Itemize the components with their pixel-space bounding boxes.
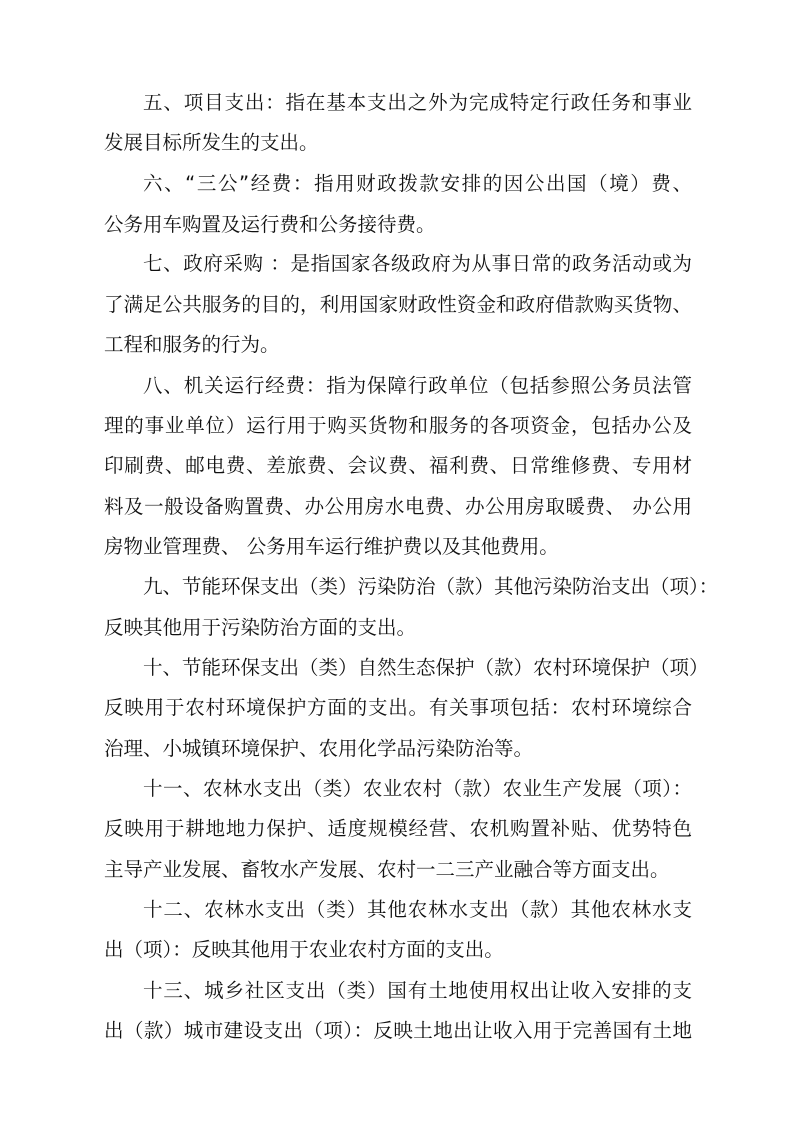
text-line: 出（项）：反映其他用于农业农村方面的支出。 xyxy=(104,938,504,961)
text-line: 出（款）城市建设支出（项）：反映土地出让收入用于完善国有土地 xyxy=(104,1019,692,1042)
text-line: 料及一般设备购置费、办公用房水电费、办公用房取暖费、 办公用 xyxy=(104,495,692,518)
text-line: 公务用车购置及运行费和公务接待费。 xyxy=(104,213,436,236)
text-line: 主导产业发展、畜牧水产发展、农村一二三产业融合等方面支出。 xyxy=(104,858,670,881)
text-line: 七、政府采购 ：是指国家各级政府为从事日常的政务活动或为 xyxy=(143,252,692,275)
text-line: 反映用于耕地地力保护、适度规模经营、农机购置补贴、优势特色 xyxy=(104,817,692,840)
text-line: 发展目标所发生的支出。 xyxy=(104,131,319,154)
text-line: 十、节能环保支出（类）自然生态保护（款）农村环境保护（项） xyxy=(143,656,709,679)
text-line: 八、机关运行经费：指为保障行政单位（包括参照公务员法管 xyxy=(143,374,692,397)
text-line: 治理、小城镇环境保护、农用化学品污染防治等。 xyxy=(104,737,534,760)
text-line: 反映其他用于污染防治方面的支出。 xyxy=(104,616,417,639)
text-line: 工程和服务的行为。 xyxy=(104,333,280,356)
text-line: 了满足公共服务的目的，利用国家财政性资金和政府借款购买货物、 xyxy=(104,293,692,316)
text-line: 印刷费、邮电费、差旅费、会议费、福利费、日常维修费、专用材 xyxy=(104,454,692,477)
text-line: 十一、农林水支出（类）农业农村（款）农业生产发展（项）： xyxy=(143,777,692,800)
text-line: 六、“三公”经费：指用财政拨款安排的因公出国（境）费、 xyxy=(143,172,692,195)
text-line: 反映用于农村环境保护方面的支出。有关事项包括：农村环境综合 xyxy=(104,696,692,719)
text-line: 五、项目支出：指在基本支出之外为完成特定行政任务和事业 xyxy=(143,91,692,114)
text-line: 房物业管理费、 公务用车运行维护费以及其他费用。 xyxy=(104,535,559,558)
text-line: 理的事业单位）运行用于购买货物和服务的各项资金，包括办公及 xyxy=(104,414,692,437)
text-line: 十二、农林水支出（类）其他农林水支出（款）其他农林水支 xyxy=(143,898,692,921)
text-line: 九、节能环保支出（类）污染防治（款）其他污染防治支出（项）： xyxy=(143,575,719,598)
text-line: 十三、城乡社区支出（类）国有土地使用权出让收入安排的支 xyxy=(143,979,692,1002)
